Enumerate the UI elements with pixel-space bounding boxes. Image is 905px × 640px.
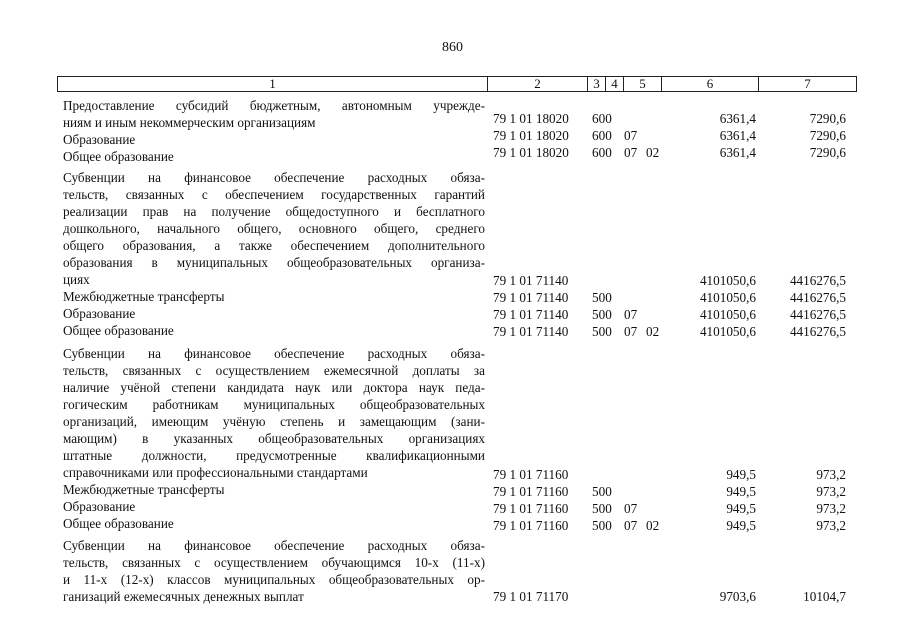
row-code: 79 1 01 71160 (493, 518, 569, 533)
row-vr: 500 (592, 484, 612, 499)
row-value-7: 7290,6 (809, 111, 846, 126)
row-value-7: 7290,6 (809, 128, 846, 143)
text-line: общего образования, а также обеспечением дополнительного (63, 238, 485, 253)
text-line: организаций, имеющим учёную степень и замещающим (зани- (63, 414, 485, 429)
row-code: 79 1 01 18020 (493, 128, 569, 143)
row-value-6: 949,5 (726, 501, 756, 516)
row-code: 79 1 01 71140 (493, 307, 569, 322)
text-line: тельств, связанных с осуществлением ежемесячной доплаты за (63, 363, 485, 378)
text-line: образования в муниципальных общеобразовательных организа- (63, 255, 485, 270)
row-code: 79 1 01 18020 (493, 145, 569, 160)
row-value-6: 949,5 (726, 467, 756, 482)
text-line: Образование (63, 132, 136, 147)
table-header (57, 76, 857, 92)
row-value-7: 4416276,5 (789, 324, 846, 339)
row-rz: 07 (624, 324, 638, 339)
row-vr: 600 (592, 111, 612, 126)
text-line: тельств, связанных с обеспечением государственных гарантий (63, 187, 485, 202)
row-rz: 07 (624, 128, 638, 143)
text-line: Межбюджетные трансферты (63, 482, 225, 497)
text-line: Общее образование (63, 149, 174, 164)
row-value-7: 7290,6 (809, 145, 846, 160)
text-line: дошкольного, начального общего, основного общего, среднего (63, 221, 485, 236)
row-vr: 500 (592, 307, 612, 322)
text-line: Субвенции на финансовое обеспечение расходных обяза- (63, 346, 485, 361)
row-vr: 500 (592, 324, 612, 339)
text-line: Общее образование (63, 516, 174, 531)
row-code: 79 1 01 71160 (493, 467, 569, 482)
row-rz: 07 (624, 307, 638, 322)
row-code: 79 1 01 71160 (493, 484, 569, 499)
text-line: тельств, связанных с осуществлением обучающимся 10-х (11-х) (63, 555, 485, 570)
header-col-7: 7 (758, 77, 856, 91)
row-vr: 500 (592, 518, 612, 533)
row-value-7: 4416276,5 (789, 307, 846, 322)
row-pr: 02 (646, 324, 660, 339)
row-rz: 07 (624, 145, 638, 160)
row-code: 79 1 01 71160 (493, 501, 569, 516)
text-line: реализации прав на получение общедоступного и бесплатного (63, 204, 485, 219)
text-line: штатные должности, предусмотренные квалификационными (63, 448, 485, 463)
text-line: мающим) в указанных общеобразовательных организациях (63, 431, 485, 446)
text-line: Межбюджетные трансферты (63, 289, 225, 304)
row-rz: 07 (624, 518, 638, 533)
header-col-3: 3 (587, 77, 605, 91)
row-value-6: 949,5 (726, 518, 756, 533)
row-pr: 02 (646, 145, 660, 160)
row-value-7: 973,2 (816, 467, 846, 482)
text-line: Образование (63, 499, 136, 514)
row-value-6: 4101050,6 (699, 307, 756, 322)
row-value-6: 4101050,6 (699, 324, 756, 339)
page-number: 860 (442, 40, 463, 55)
text-line: Субвенции на финансовое обеспечение расходных обяза- (63, 538, 485, 553)
header-col-2: 2 (487, 77, 587, 91)
text-line: Субвенции на финансовое обеспечение расходных обяза- (63, 170, 485, 185)
text-line: ниям и иным некоммерческим организациям (63, 115, 316, 130)
header-col-5: 5 (623, 77, 661, 91)
row-value-6: 6361,4 (719, 128, 756, 143)
row-rz: 07 (624, 501, 638, 516)
row-value-6: 9703,6 (719, 589, 756, 604)
text-line: Предоставление субсидий бюджетным, автономным учрежде- (63, 98, 485, 113)
row-value-7: 973,2 (816, 484, 846, 499)
row-value-6: 949,5 (726, 484, 756, 499)
row-code: 79 1 01 71140 (493, 273, 569, 288)
row-vr: 600 (592, 128, 612, 143)
header-col-4: 4 (605, 77, 623, 91)
row-value-7: 973,2 (816, 518, 846, 533)
row-code: 79 1 01 71140 (493, 324, 569, 339)
text-line: и 11-х (12-х) классов муниципальных общеобразовательных ор- (63, 572, 485, 587)
row-value-7: 973,2 (816, 501, 846, 516)
row-code: 79 1 01 71170 (493, 589, 569, 604)
text-line: наличие учёной степени кандидата наук или доктора наук педа- (63, 380, 485, 395)
header-col-1: 1 (269, 76, 276, 91)
row-value-6: 4101050,6 (699, 273, 756, 288)
text-line: циях (63, 272, 90, 287)
row-value-7: 10104,7 (803, 589, 846, 604)
header-col-6: 6 (661, 77, 758, 91)
row-pr: 02 (646, 518, 660, 533)
row-value-6: 6361,4 (719, 145, 756, 160)
row-vr: 600 (592, 145, 612, 160)
row-value-6: 4101050,6 (699, 290, 756, 305)
row-vr: 500 (592, 290, 612, 305)
row-value-6: 6361,4 (719, 111, 756, 126)
row-value-7: 4416276,5 (789, 273, 846, 288)
text-line: гогическим работникам муниципальных общеобразовательных (63, 397, 485, 412)
text-line: ганизаций ежемесячных денежных выплат (63, 589, 304, 604)
text-line: Общее образование (63, 323, 174, 338)
text-line: справочниками или профессиональными стандартами (63, 465, 368, 480)
row-code: 79 1 01 71140 (493, 290, 569, 305)
row-code: 79 1 01 18020 (493, 111, 569, 126)
row-vr: 500 (592, 501, 612, 516)
text-line: Образование (63, 306, 136, 321)
row-value-7: 4416276,5 (789, 290, 846, 305)
